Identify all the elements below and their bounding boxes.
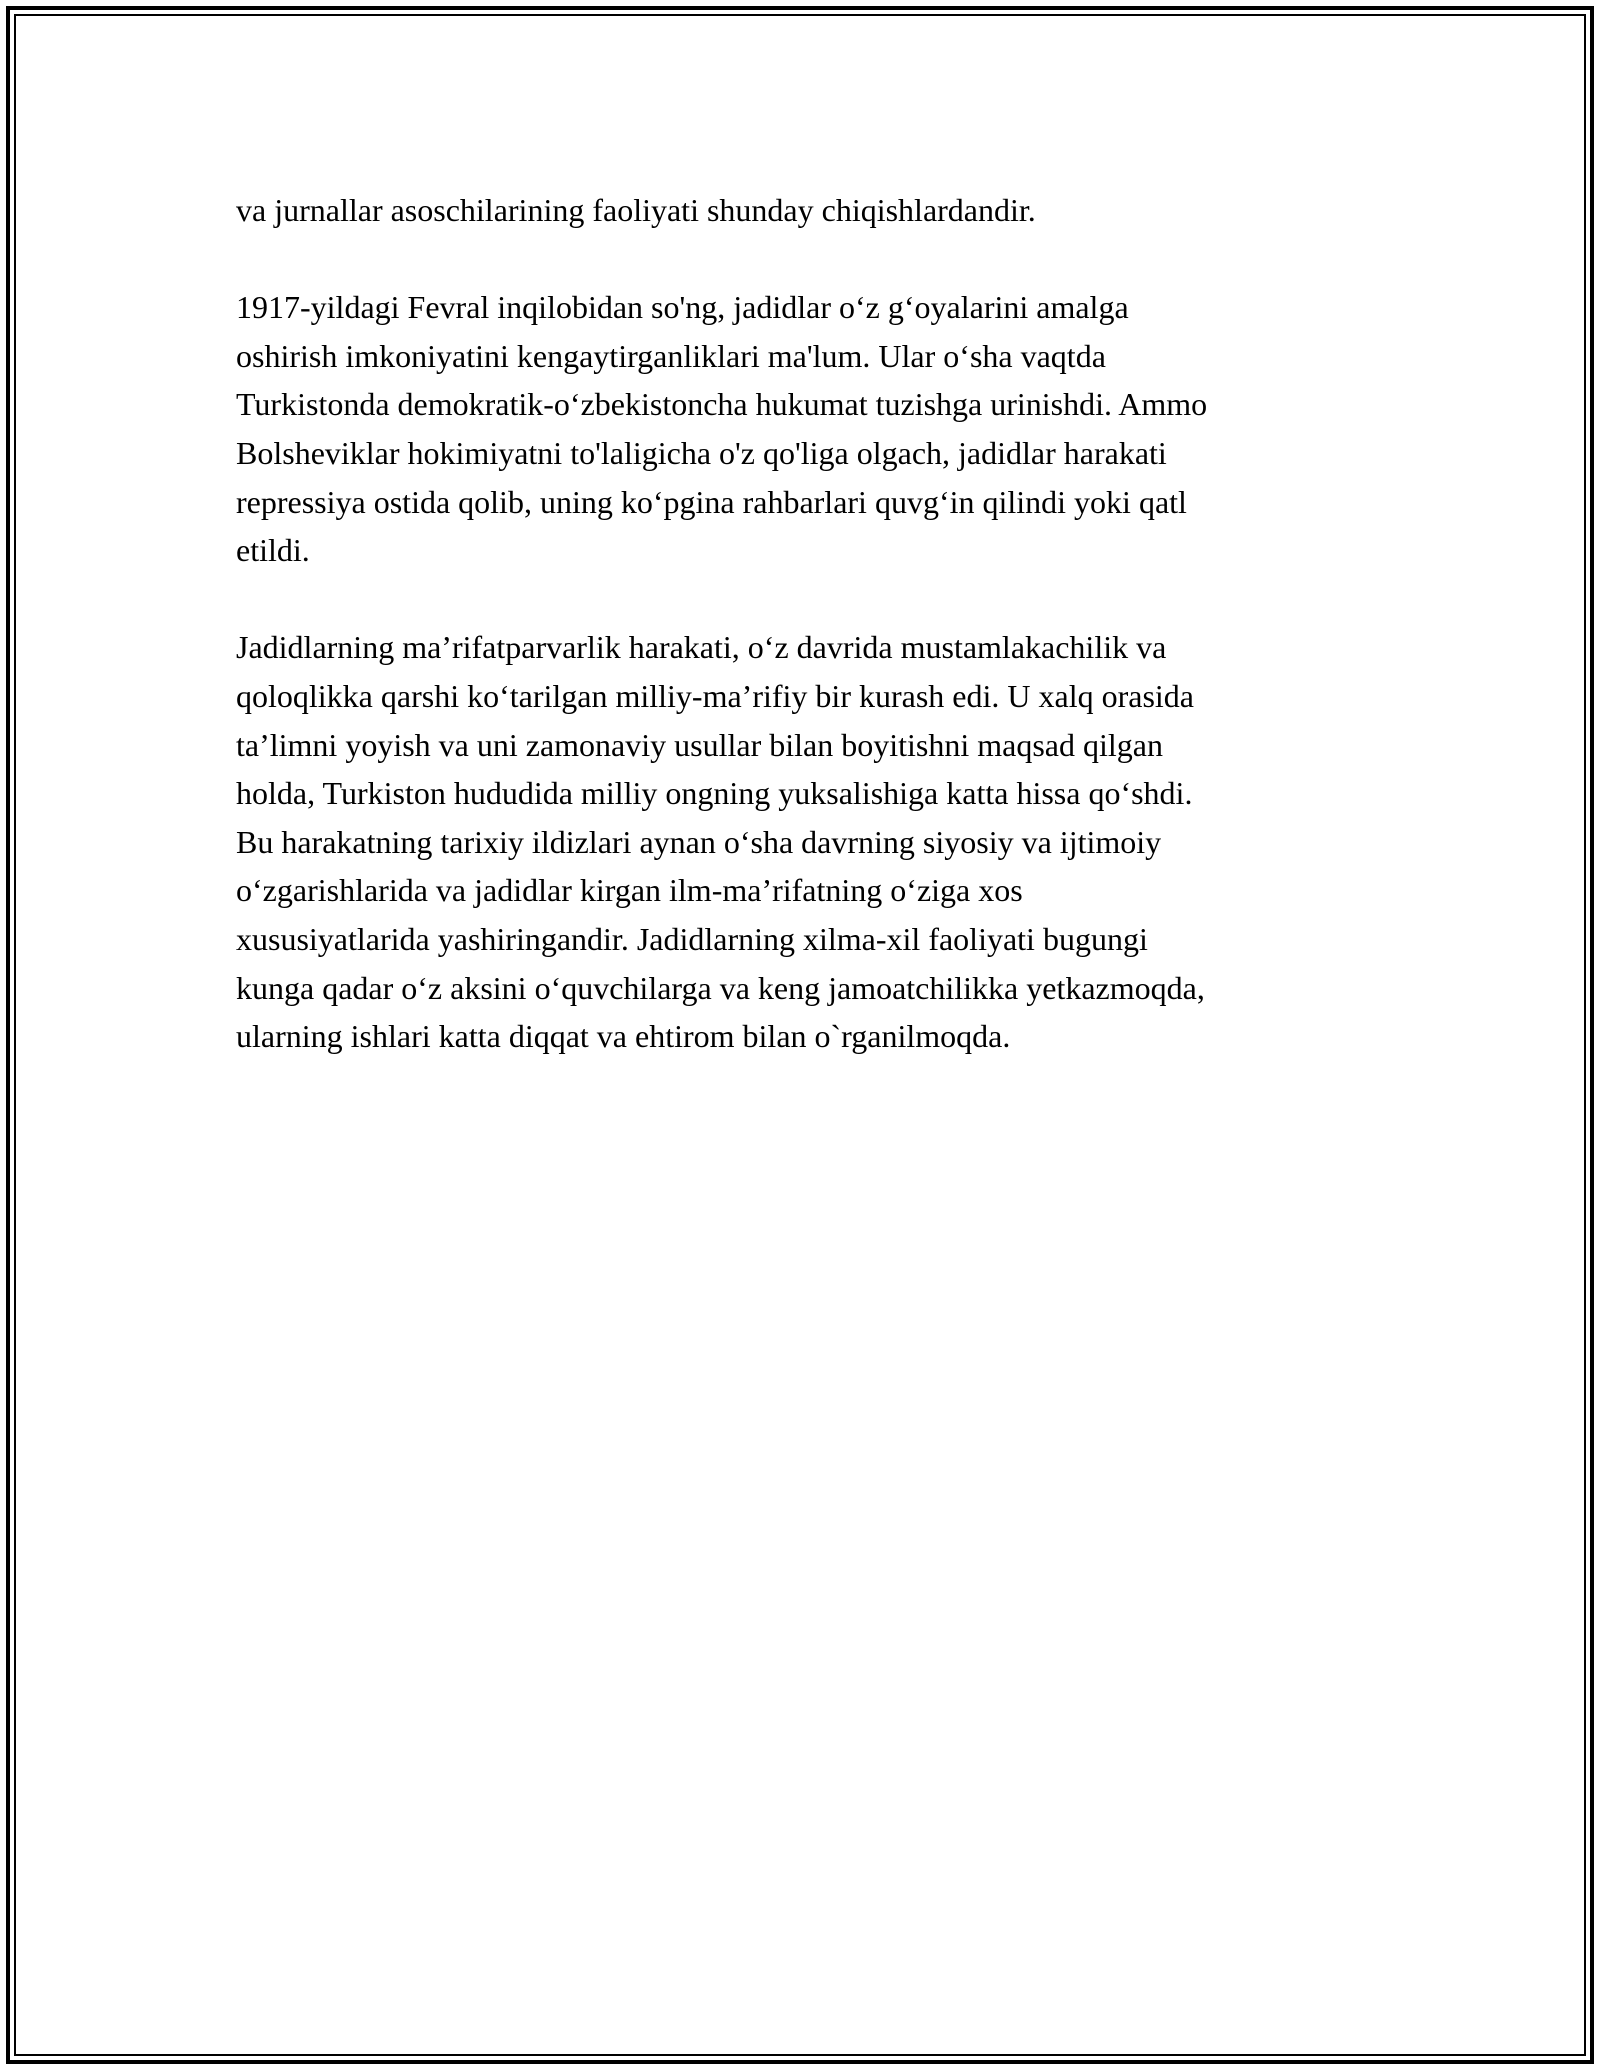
document-body (236, 186, 1366, 1109)
paragraph-continuation: va jurnallar asoschilarining faoliyati shunday chiqishlardandir. (236, 192, 1036, 228)
paragraph-february-revolution: 1917-yildagi Fevral inqilobidan so'ng, jadidlar o‘z g‘oyalarini amalga oshirish imkoniyatini kengaytirganliklari ma'lum. Ular o‘sha vaqtda Turkistonda demokratik-o‘zbekistoncha hukumat tuzishga urinishdi. Ammo Bolsheviklar hokimiyatni to'laligicha o'z qo'liga olgach, jadidlar harakati repressiya ostida qolib, uning ko‘pgina rahbarlari quvg‘in qilindi yoki qatl etildi. (236, 289, 1208, 569)
paragraph-jadid-enlightenment: Jadidlarning ma’rifatparvarlik harakati, o‘z davrida mustamlakachilik va qoloqlikka qarshi ko‘tarilgan milliy-ma’rifiy bir kurash edi. U xalq orasida ta’limni yoyish va uni zamonaviy usullar bilan boyitishni maqsad qilgan holda, Turkiston hududida milliy ongning yuksalishiga katta hissa qo‘shdi. Bu harakatning tarixiy ildizlari aynan o‘sha davrning siyosiy va ijtimoiy o‘zgarishlarida va jadidlar kirgan ilm-ma’rifatning o‘ziga xos xususiyatlarida yashiringandir. Jadidlarning xilma-xil faoliyati bugungi kunga qadar o‘z aksini o‘quvchilarga va keng jamoatchilikka yetkazmoqda, ularning ishlari katta diqqat va ehtirom bilan o`rganilmoqda. (236, 629, 1205, 1055)
